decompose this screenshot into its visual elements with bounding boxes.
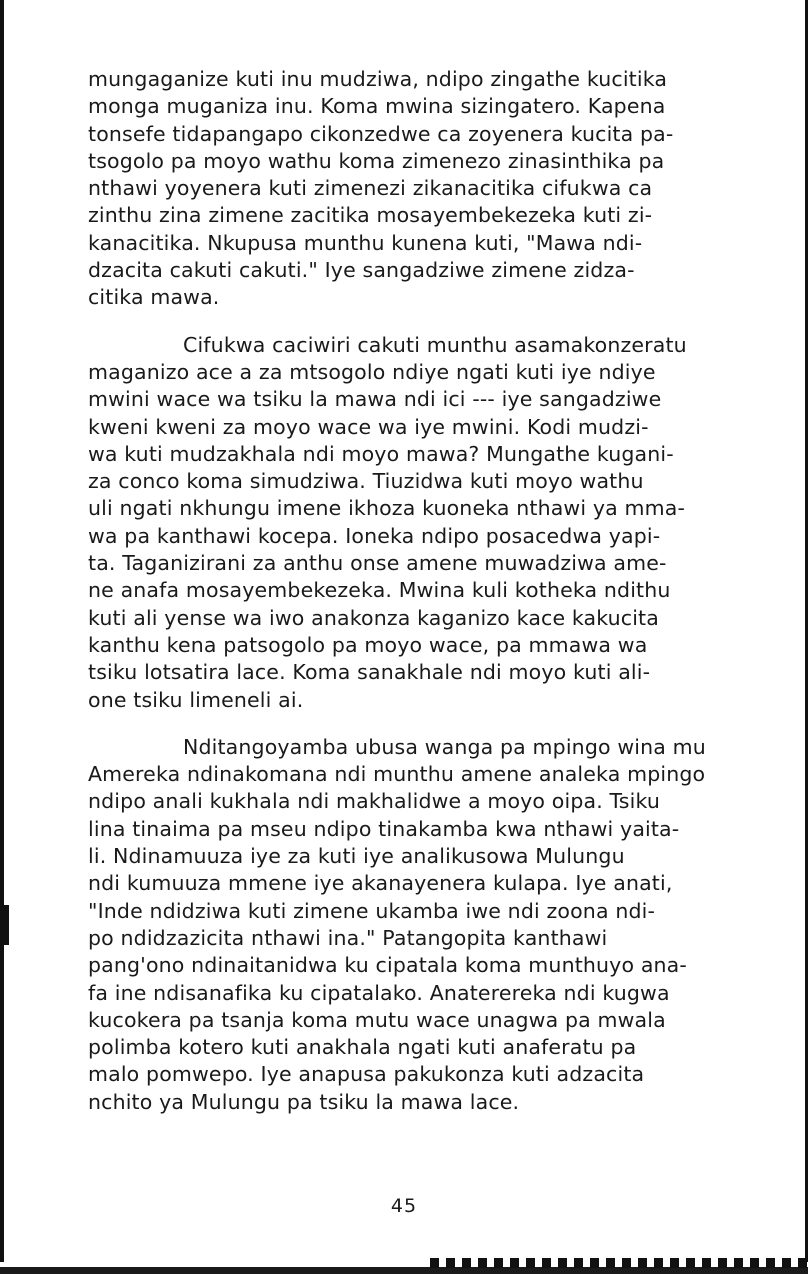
scan-artifact-marks [430,1258,808,1268]
paragraph-1 [88,66,768,312]
page-number: 45 [390,1195,418,1217]
paragraph-2 [88,332,768,714]
page-body [88,66,768,1116]
paragraph-3-text: Nditangoyamba ubusa wanga pa mpingo wina mu Amereka ndinakomana ndi munthu amene analeka mpingo ndipo anali kukhala ndi makhalidwe a moyo oipa. Tsiku lina tinaima pa mseu ndipo tinakamba kwa nthawi yaita- li. Ndinamuuza iye za kuti iye analikusowa Mulungu ndi kumuuza mmene iye akanayenera kulapa. Iye anati, "Inde ndidziwa kuti zimene ukamba iwe ndi zoona ndi- po ndidzazicita nthawi ina." Patangopita kanthawi pang'ono ndinaitanidwa ku cipatala koma munthuyo ana- fa ine ndisanafika ku cipatalako. Anaterereka ndi kugwa kucokera pa tsanja koma mutu wace unagwa pa mwala polimba kotero kuti anakhala ngati kuti anaferatu pa malo pomwepo. Iye anapusa pakukonza kuti adzacita nchito ya Mulungu pa tsiku la mawa lace. [88,734,706,1114]
paragraph-1-text: mungaganize kuti inu mudziwa, ndipo zingathe kucitika monga muganiza inu. Koma mwina sizingatero. Kapena tonsefe tidapangapo cikonzedwe ca zoyenera kucita pa- tsogolo pa moyo wathu koma zimenezo zinasinthika pa nthawi yoyenera kuti zimenezi zikanacitika cifukwa ca zinthu zina zimene zacitika mosayembekezeka kuti zi- kanacitika. Nkupusa munthu kunena kuti, "Mawa ndi- dzacita cakuti cakuti." Iye sangadziwe zimene zidza- citika mawa. [88,67,674,310]
paragraph-3 [88,734,768,1116]
page-left-edge [0,0,4,1274]
paragraph-2-text: Cifukwa caciwiri cakuti munthu asamakonzeratu maganizo ace a za mtsogolo ndiye ngati kuti iye ndiye mwini wace wa tsiku la mawa ndi ici --- iye sangadziwe kweni kweni za moyo wace wa iye mwini. Kodi mudzi- wa kuti mudzakhala ndi moyo mawa? Mungathe kugani- za conco koma simudziwa. Tiuzidwa kuti moyo wathu uli ngati nkhungu imene ikhoza kuoneka nthawi ya mma- wa pa kanthawi kocepa. Ioneka ndipo posacedwa yapi- ta. Taganizirani za anthu onse amene muwadziwa ame- ne anafa mosayembekezeka. Mwina kuli kotheka ndithu kuti ali yense wa iwo anakonza kaganizo kace kakucita kanthu kena patsogolo pa moyo wace, pa mmawa wa tsiku lotsatira lace. Koma sanakhale ndi moyo kuti ali- one tsiku limeneli ai. [88,332,687,712]
page-edge-notch [0,905,9,945]
